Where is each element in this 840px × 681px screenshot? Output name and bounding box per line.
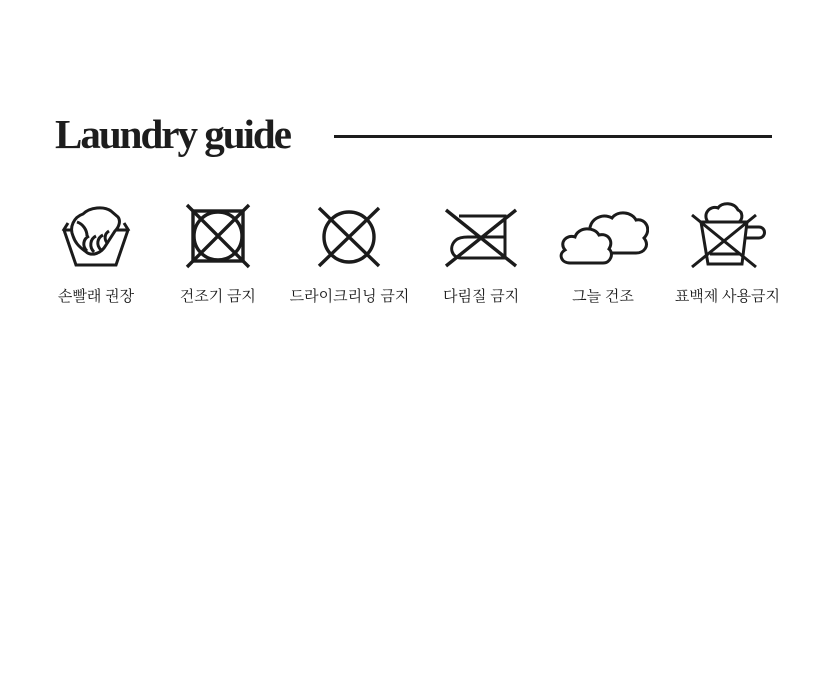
shade-dry-icon [557,207,649,265]
no-tumble-dry-icon-box [184,200,252,270]
care-item-label: 손빨래 권장 [57,289,135,305]
no-ironing-icon-box [444,200,518,270]
page-title: Laundry guide [55,111,290,157]
care-item-label: 표백제 사용금지 [674,289,780,305]
no-dry-cleaning-icon-box [314,200,384,270]
no-bleach-icon-box [685,200,769,270]
shade-dry-icon-box [557,200,649,270]
care-item-shade-dry [553,200,653,306]
care-item-label: 그늘 건조 [572,289,634,305]
title-row [55,112,772,157]
care-item-no-tumble-dry [168,200,268,306]
care-item-no-dry-cleaning [290,200,410,306]
no-bleach-icon [685,202,769,270]
care-item-no-bleach [675,200,780,306]
no-ironing-icon [444,208,518,270]
care-item-label: 건조기 금지 [179,289,256,305]
no-dry-cleaning-icon [314,204,384,270]
hand-wash-icon [60,206,132,270]
hand-wash-icon-box [60,200,132,270]
care-item-label: 다림질 금지 [443,289,520,305]
no-tumble-dry-icon [184,202,252,270]
care-item-hand-wash [46,200,146,306]
care-symbols-row [46,200,780,306]
care-item-no-ironing [431,200,531,306]
care-item-label: 드라이크리닝 금지 [289,289,410,305]
title-divider-line [334,135,772,138]
